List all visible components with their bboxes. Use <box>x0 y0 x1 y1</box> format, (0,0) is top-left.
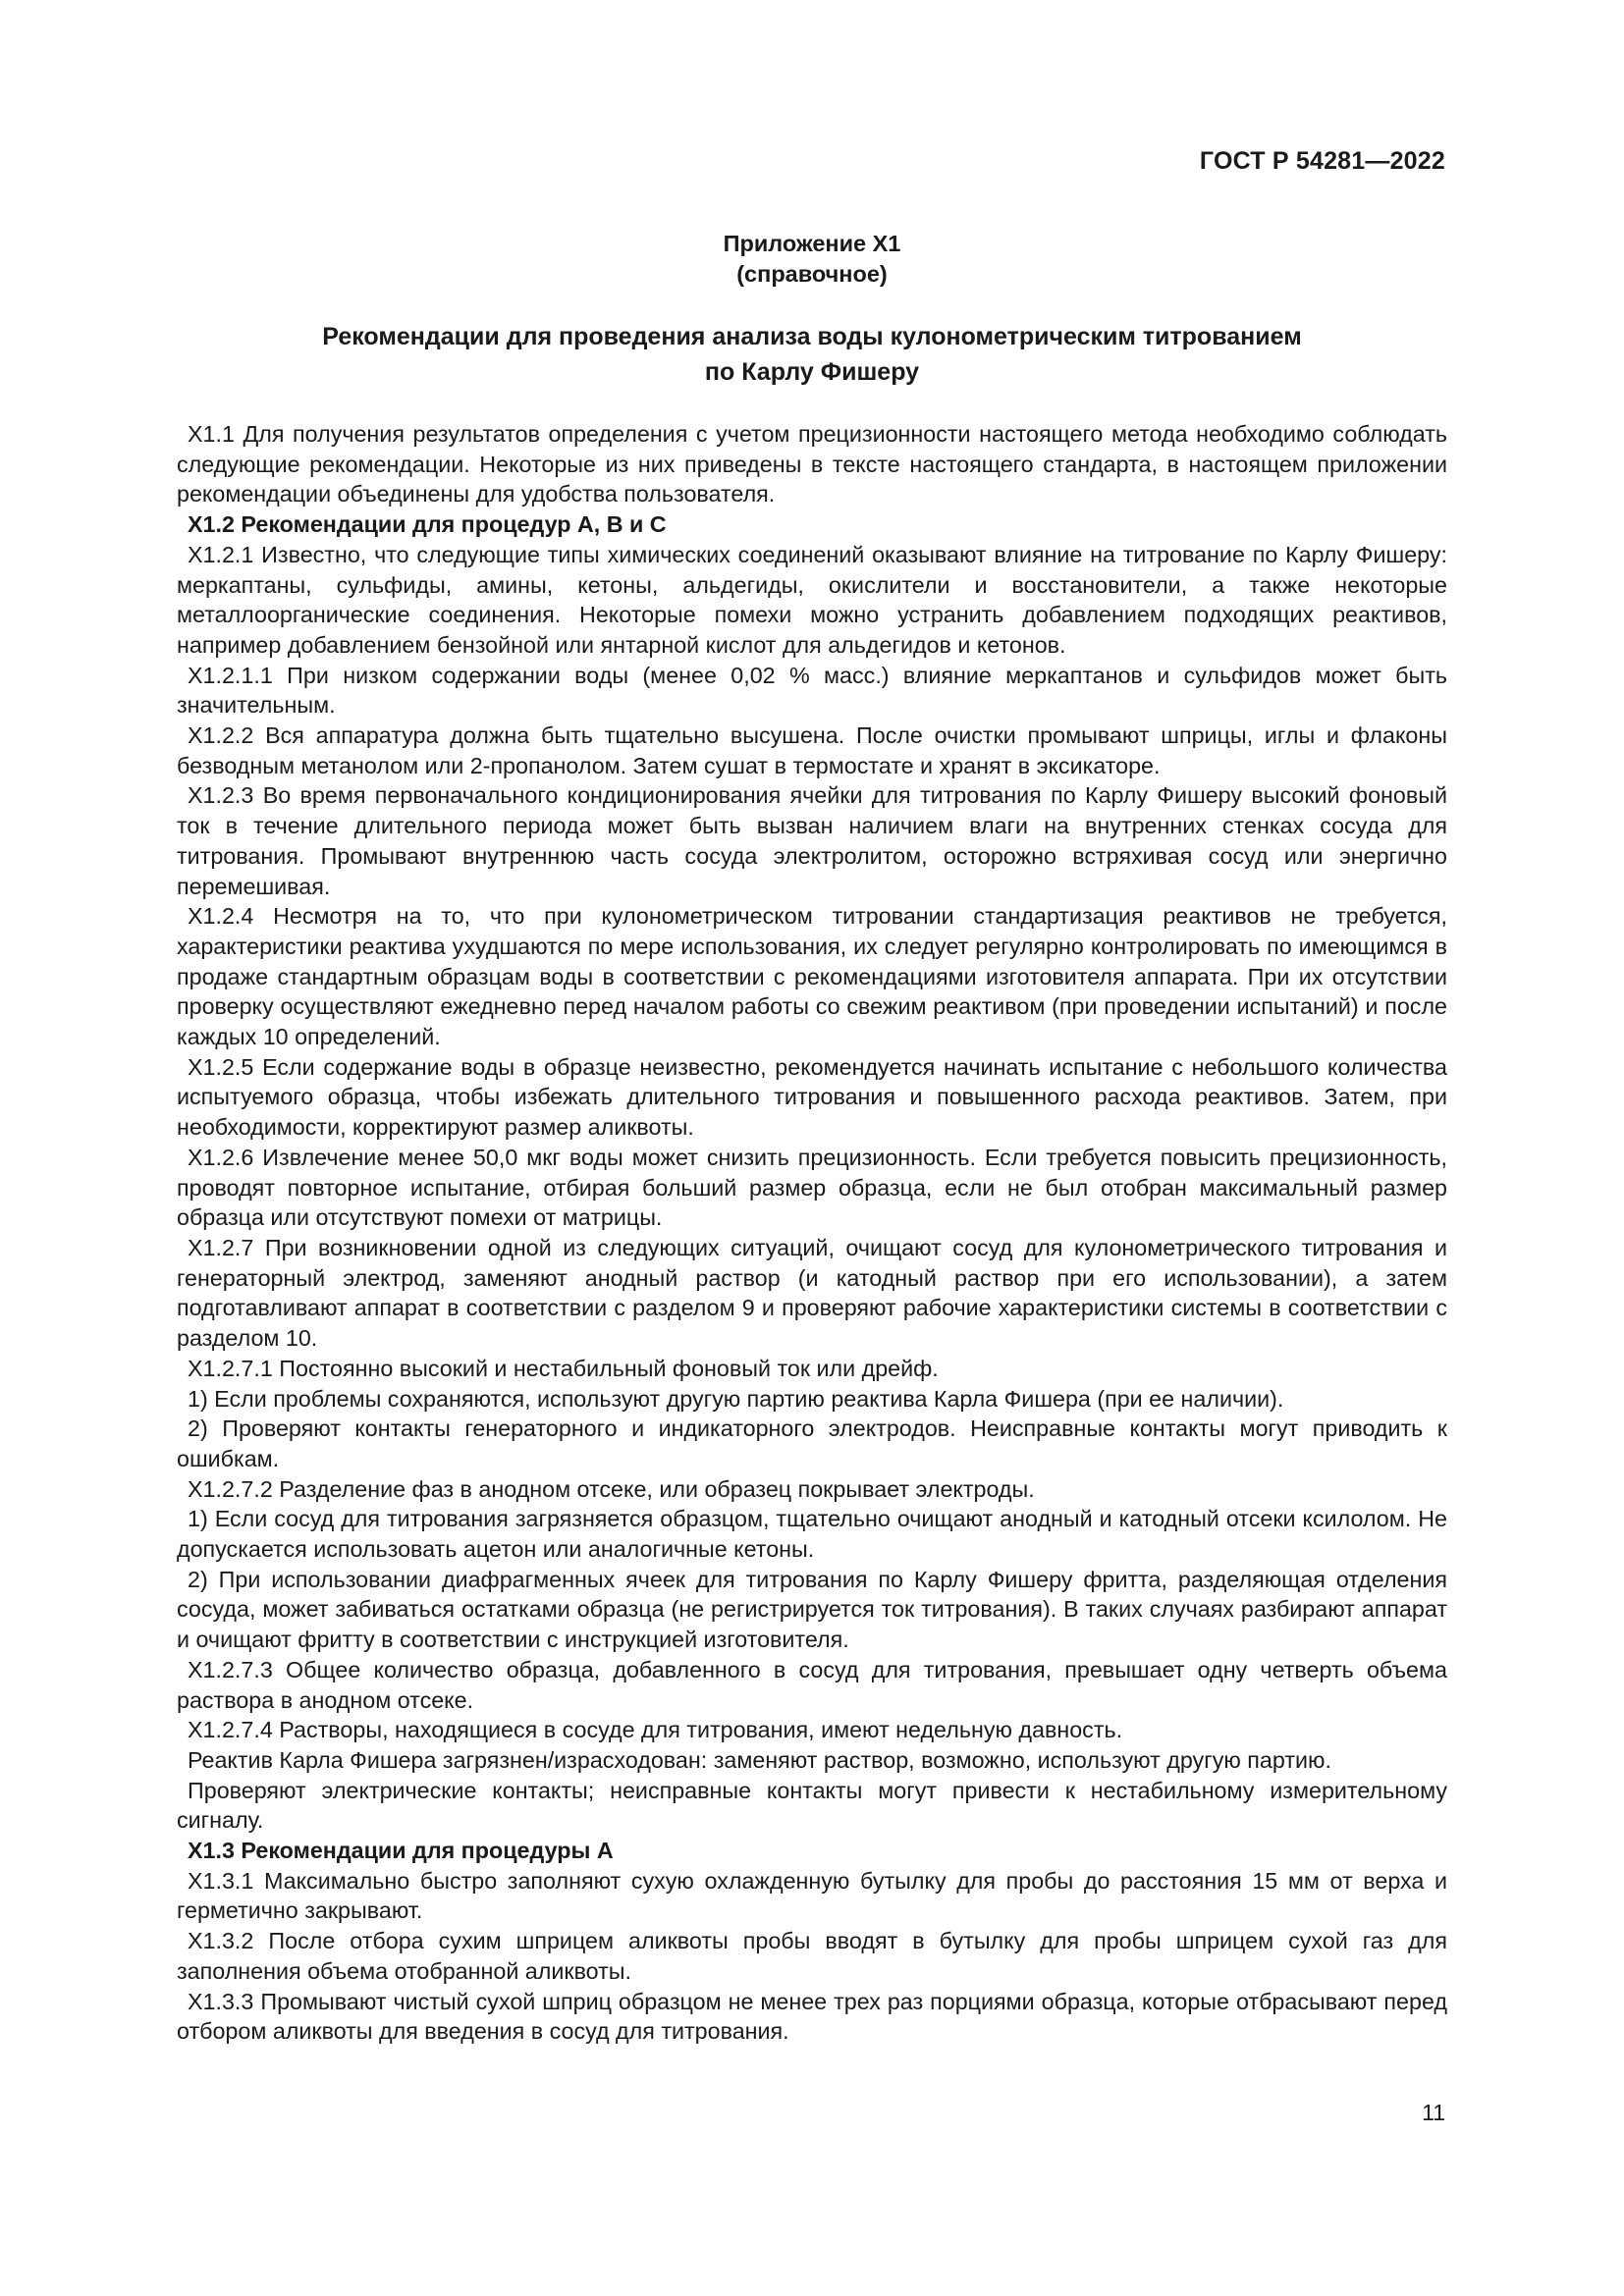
body-text <box>177 419 1447 2047</box>
paragraph: Х1.3.2 После отбора сухим шприцем аликвоты пробы вводят в бутылку для пробы шприцем сухой газ для заполнения объема отобранной аликвоты. <box>177 1928 1447 1984</box>
paragraph: Х1.2.4 Несмотря на то, что при кулонометрическом титровании стандартизация реактивов не требуется, характеристики реактива ухудшаются по мере использования, их следует регулярно контролировать по имеющимся в продаже стандартным образцам воды в соответствии с рекомендациями изготовителя аппарата. При их отсутствии проверку осуществляют ежедневно перед началом работы со свежим реактивом (при проведении испытаний) и после каждых 10 определений. <box>177 903 1447 1050</box>
page-number: 11 <box>1422 2100 1445 2125</box>
paragraph: 2) При использовании диафрагменных ячеек для титрования по Карлу Фишеру фритта, разделяющая отделения сосуда, может забиваться остатками образца (не регистрируется ток титрования). В таких случаях разбирают аппарат и очищают фритту в соответствии с инструкцией изготовителя. <box>177 1566 1447 1653</box>
paragraph: Х1.2.7 При возникновении одной из следующих ситуаций, очищают сосуд для кулонометрического титрования и генераторный электрод, заменяют анодный раствор (и катодный раствор при его использовании), а затем подготавливают аппарат в соответствии с разделом 9 и проверяют рабочие характеристики системы в соответствии с разделом 10. <box>177 1234 1447 1352</box>
paragraph: 2) Проверяют контакты генераторного и индикаторного электродов. Неисправные контакты могут приводить к ошибкам. <box>177 1415 1447 1471</box>
document-title <box>0 319 1624 390</box>
standard-code: ГОСТ Р 54281—2022 <box>1199 147 1445 175</box>
paragraph: Х1.1 Для получения результатов определения с учетом прецизионности настоящего метода необходимо соблюдать следующие рекомендации. Некоторые из них приведены в тексте настоящего стандарта, в настоящем приложении рекомендации объединены для удобства пользователя. <box>177 421 1447 507</box>
title-line-1: Рекомендации для проведения анализа воды кулонометрическим титрованием <box>322 323 1302 350</box>
paragraph: Х1.2.7.4 Растворы, находящиеся в сосуде для титрования, имеют недельную давность. <box>188 1717 1123 1743</box>
paragraph: Х1.2.7.1 Постоянно высокий и нестабильный фоновый ток или дрейф. <box>188 1355 939 1381</box>
paragraph: 1) Если проблемы сохраняются, используют другую партию реактива Карла Фишера (при ее наличии). <box>188 1385 1284 1412</box>
paragraph: Х1.2.7.2 Разделение фаз в анодном отсеке, или образец покрывает электроды. <box>188 1475 1035 1502</box>
paragraph: Х1.2.1 Известно, что следующие типы химических соединений оказывают влияние на титрование по Карлу Фишеру: меркаптаны, сульфиды, амины, кетоны, альдегиды, окислители и восстановители, а также некоторые металлоорганические соединения. Некоторые помехи можно устранить добавлением подходящих реактивов, например добавлением бензойной или янтарной кислот для альдегидов и кетонов. <box>177 541 1447 658</box>
paragraph: Проверяют электрические контакты; неисправные контакты могут привести к нестабильному измерительному сигналу. <box>177 1777 1447 1834</box>
title-line-2: по Карлу Фишеру <box>704 358 920 386</box>
appendix-label: Приложение Х1 <box>723 231 901 256</box>
appendix-heading <box>0 229 1624 290</box>
paragraph: 1) Если сосуд для титрования загрязняется образцом, тщательно очищают анодный и катодный отсеки ксилолом. Не допускается использовать ацетон или аналогичные кетоны. <box>177 1506 1447 1563</box>
paragraph: Х1.3.1 Максимально быстро заполняют сухую охлажденную бутылку для пробы до расстояния 15 мм от верха и герметично закрывают. <box>177 1867 1447 1924</box>
paragraph: Х1.2.3 Во время первоначального кондиционирования ячейки для титрования по Карлу Фишеру высокий фоновый ток в течение длительного периода может быть вызван наличием влаги на внутренних стенках сосуда для титрования. Промывают внутреннюю часть сосуда электролитом, осторожно встряхивая сосуд или энергично перемешивая. <box>177 782 1447 899</box>
paragraph: Х1.2.2 Вся аппаратура должна быть тщательно высушена. После очистки промывают шприцы, иглы и флаконы безводным метанолом или 2-пропанолом. Затем сушат в термостате и хранят в эксикаторе. <box>177 722 1447 778</box>
appendix-type: (справочное) <box>736 261 888 287</box>
paragraph: Х1.2.5 Если содержание воды в образце неизвестно, рекомендуется начинать испытание с небольшого количества испытуемого образца, чтобы избежать длительного титрования и повышенного расхода реактивов. Затем, при необходимости, корректируют размер аликвоты. <box>177 1053 1447 1141</box>
section-heading: Х1.2 Рекомендации для процедур А, В и С <box>188 511 667 538</box>
section-heading: Х1.3 Рекомендации для процедуры А <box>188 1838 614 1864</box>
paragraph: Х1.3.3 Промывают чистый сухой шприц образцом не менее трех раз порциями образца, которые отбрасывают перед отбором аликвоты для введения в сосуд для титрования. <box>177 1988 1447 2045</box>
paragraph: Х1.2.6 Извлечение менее 50,0 мкг воды может снизить прецизионность. Если требуется повысить прецизионность, проводят повторное испытание, отбирая больший размер образца, если не был отобран максимальный размер образца или отсутствуют помехи от матрицы. <box>177 1144 1447 1231</box>
paragraph: Х1.2.1.1 При низком содержании воды (менее 0,02 % масс.) влияние меркаптанов и сульфидов может быть значительным. <box>177 662 1447 719</box>
paragraph: Х1.2.7.3 Общее количество образца, добавленного в сосуд для титрования, превышает одну четверть объема раствора в анодном отсеке. <box>177 1656 1447 1713</box>
paragraph: Реактив Карла Фишера загрязнен/израсходован: заменяют раствор, возможно, используют другую партию. <box>188 1746 1331 1773</box>
